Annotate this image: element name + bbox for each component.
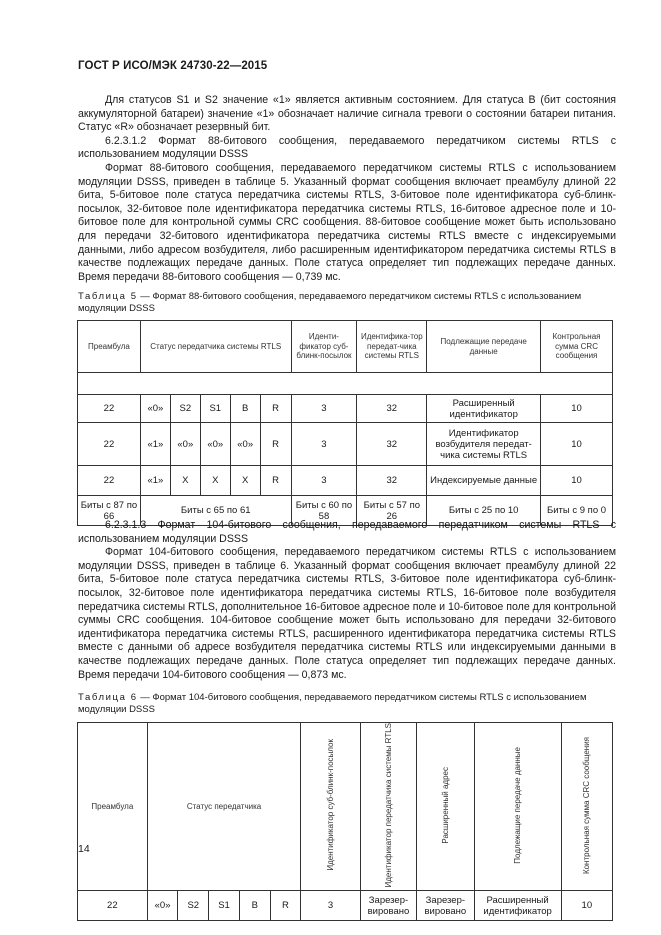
table6-caption [78, 692, 618, 716]
table6-header-cell: Преамбула [78, 723, 148, 891]
table5-header-cell: Подлежащие передаче данные [427, 321, 541, 373]
table-cell: 32 [357, 466, 427, 496]
table-cell: «0» [170, 423, 200, 466]
table-cell: Зарезер-вировано [360, 891, 416, 921]
table-cell: Расширенный идентификатор [427, 395, 541, 423]
table-cell: Биты с 57 по 26 [357, 496, 427, 526]
table-cell: 22 [78, 423, 141, 466]
table6-header-cell: Статус передатчика [147, 723, 301, 891]
table6-header-cell-vertical [417, 723, 474, 891]
table6-header-text: Идентификатор передатчика системы RTLS [383, 723, 393, 888]
table6-header-cell-vertical [474, 723, 561, 891]
table6-header-text: Подлежащие передаче данные [512, 746, 522, 864]
table-cell: 22 [78, 891, 148, 921]
table-cell: 10 [541, 466, 613, 496]
table-cell: S2 [170, 395, 200, 423]
table-cell: 10 [541, 423, 613, 466]
table-cell: 3 [291, 423, 357, 466]
table6-header-text: Расширенный адрес [440, 766, 450, 844]
table-6 [77, 722, 613, 921]
table5-header-cell: Контрольная сумма CRC сообщения [541, 321, 613, 373]
table-cell: Биты с 60 по 58 [291, 496, 357, 526]
table-cell: X [200, 466, 230, 496]
table-cell: Биты с 25 по 10 [427, 496, 541, 526]
document-header: ГОСТ Р ИСО/МЭК 24730-22—2015 [78, 60, 268, 72]
table-cell: S2 [178, 891, 209, 921]
table-row [78, 891, 613, 921]
table6-header-row [78, 723, 613, 891]
table-cell: 3 [291, 395, 357, 423]
table6-caption-text: — Формат 104-битового сообщения, передаваемого передатчиком системы RTLS с использованием модуляции DSSS [78, 692, 587, 715]
table-cell: 3 [301, 891, 360, 921]
page-number: 14 [78, 843, 90, 855]
table-cell: X [230, 466, 260, 496]
paragraph-88bit-format: Формат 88-битового сообщения, передаваемого передатчиком системы RTLS с использованием модуляции DSSS, приведен в таблице 5. Указанный формат сообщения включает преамбулу длиной 22 бита, 5-битовое поле статуса передатчика системы RTLS, 3-битовое поле идентификатора суб-блинк-посылок, 32-битовое поле идентификатора передатчика системы RTLS, 16-битовое адресное поле и 10-битовое поле для контрольной суммы CRC сообщения. 88-битовое сообщение может быть использовано для передачи 32-битового идентификатора передатчика системы RTLS вместе с индексируемыми данными, либо адресом возбудителя, либо расширенным идентификатором передатчика системы RTLS в качестве подлежащих передаче данных. Поле статуса определяет тип подлежащих передаче данных. Время передачи 88-битового сообщения — 0,739 мс. [78, 161, 616, 283]
text-block-1 [78, 94, 616, 284]
table-row [78, 395, 613, 423]
paragraph-status-bits: Для статусов S1 и S2 значение «1» является активным состоянием. Для статуса B (бит состояния аккумуляторной батареи) значение «1» обозначает наличие сигнала тревоги о состоянии батареи питания. Статус «R» обозначает резервный бит. [78, 94, 616, 134]
table-cell: R [260, 395, 291, 423]
table-cell: R [260, 423, 291, 466]
table5-caption-label: Таблица 5 [78, 291, 138, 302]
table-cell: B [230, 395, 260, 423]
section-heading-6-2-3-1-3: 6.2.3.1.3 Формат 104-битового сообщения, передаваемого передатчиком системы RTLS с использованием модуляции DSSS [78, 519, 616, 545]
table5-header-row [78, 321, 613, 373]
table-cell: 10 [561, 891, 612, 921]
table-cell: X [170, 466, 200, 496]
table5-spacer [78, 373, 613, 395]
table-cell: R [260, 466, 291, 496]
table5-caption [78, 291, 618, 315]
table-cell: «0» [140, 395, 170, 423]
table-cell: 10 [541, 395, 613, 423]
table6-header-cell-vertical [561, 723, 612, 891]
table5-header-cell: Статус передатчика системы RTLS [140, 321, 291, 373]
table-cell: S1 [209, 891, 240, 921]
table5-header-cell: Преамбула [78, 321, 141, 373]
table-cell: Биты с 87 по 66 [78, 496, 141, 526]
table-cell: 22 [78, 466, 141, 496]
table5-header-cell: Иденти-фикатор суб-блинк-посылок [291, 321, 357, 373]
table-cell: Биты с 9 по 0 [541, 496, 613, 526]
section-heading-6-2-3-1-2: 6.2.3.1.2 Формат 88-битового сообщения, передаваемого передатчиком системы RTLS с использованием модуляции DSSS [78, 134, 616, 161]
table6-caption-label: Таблица 6 [78, 692, 138, 703]
table-cell: Зарезер-вировано [417, 891, 474, 921]
table-cell: «1» [140, 466, 170, 496]
table-cell: 32 [357, 423, 427, 466]
table6-header-cell-vertical [360, 723, 416, 891]
table-cell: Индексируемые данные [427, 466, 541, 496]
table-cell: «1» [140, 423, 170, 466]
table-row [78, 423, 613, 466]
table-5 [77, 320, 613, 526]
table6-header-cell-vertical [301, 723, 360, 891]
table-row [78, 466, 613, 496]
table-cell: R [270, 891, 301, 921]
paragraph-104bit-format: Формат 104-битового сообщения, передаваемого передатчиком системы RTLS с использованием модуляции DSSS, приведен в таблице 6. Указанный формат сообщения включает преамбулу длиной 22 бита, 5-битовое поле статуса передатчика системы RTLS, 3-битовое поле идентификатора суб-блинк-посылок, 32-битовое поле идентификатора передатчика системы RTLS, 16-битовое поле возбудителя передатчика системы RTLS, дополнительное 16-битовое адресное поле и 10-битовое поле для контрольной суммы CRC сообщения. 104-битовое сообщение может быть использовано для передачи 32-битового идентификатора передатчика системы RTLS, расширенного идентификатора передатчика системы RTLS вместе с данными об адресе возбудителя передатчика системы RTLS или индексируемыми данными в качестве подлежащих передаче данных. Поле статуса определяет тип подлежащих передаче данных. Время передачи 104-битового сообщения — 0,873 мс. [78, 546, 616, 681]
text-block-2 [78, 519, 616, 682]
table-cell: Биты с 65 по 61 [140, 496, 291, 526]
table-cell: B [239, 891, 270, 921]
table-cell: Идентификатор возбудителя передат-чика системы RTLS [427, 423, 541, 466]
table-cell: S1 [200, 395, 230, 423]
table-cell: 32 [357, 395, 427, 423]
table6-header-text: Идентификатор суб-блинк-посылок [325, 739, 335, 872]
table-cell: 22 [78, 395, 141, 423]
table-cell: Расширенный идентификатор [474, 891, 561, 921]
table-cell: «0» [200, 423, 230, 466]
table5-caption-text: — Формат 88-битового сообщения, передаваемого передатчиком системы RTLS с использованием модуляции DSSS [78, 291, 582, 314]
table6-header-text: Контрольная сумма CRC сообщения [582, 736, 592, 874]
table-cell: 3 [291, 466, 357, 496]
table-cell: «0» [230, 423, 260, 466]
table5-header-cell: Идентифика-тор передат-чика системы RTLS [357, 321, 427, 373]
table-cell: «0» [147, 891, 178, 921]
